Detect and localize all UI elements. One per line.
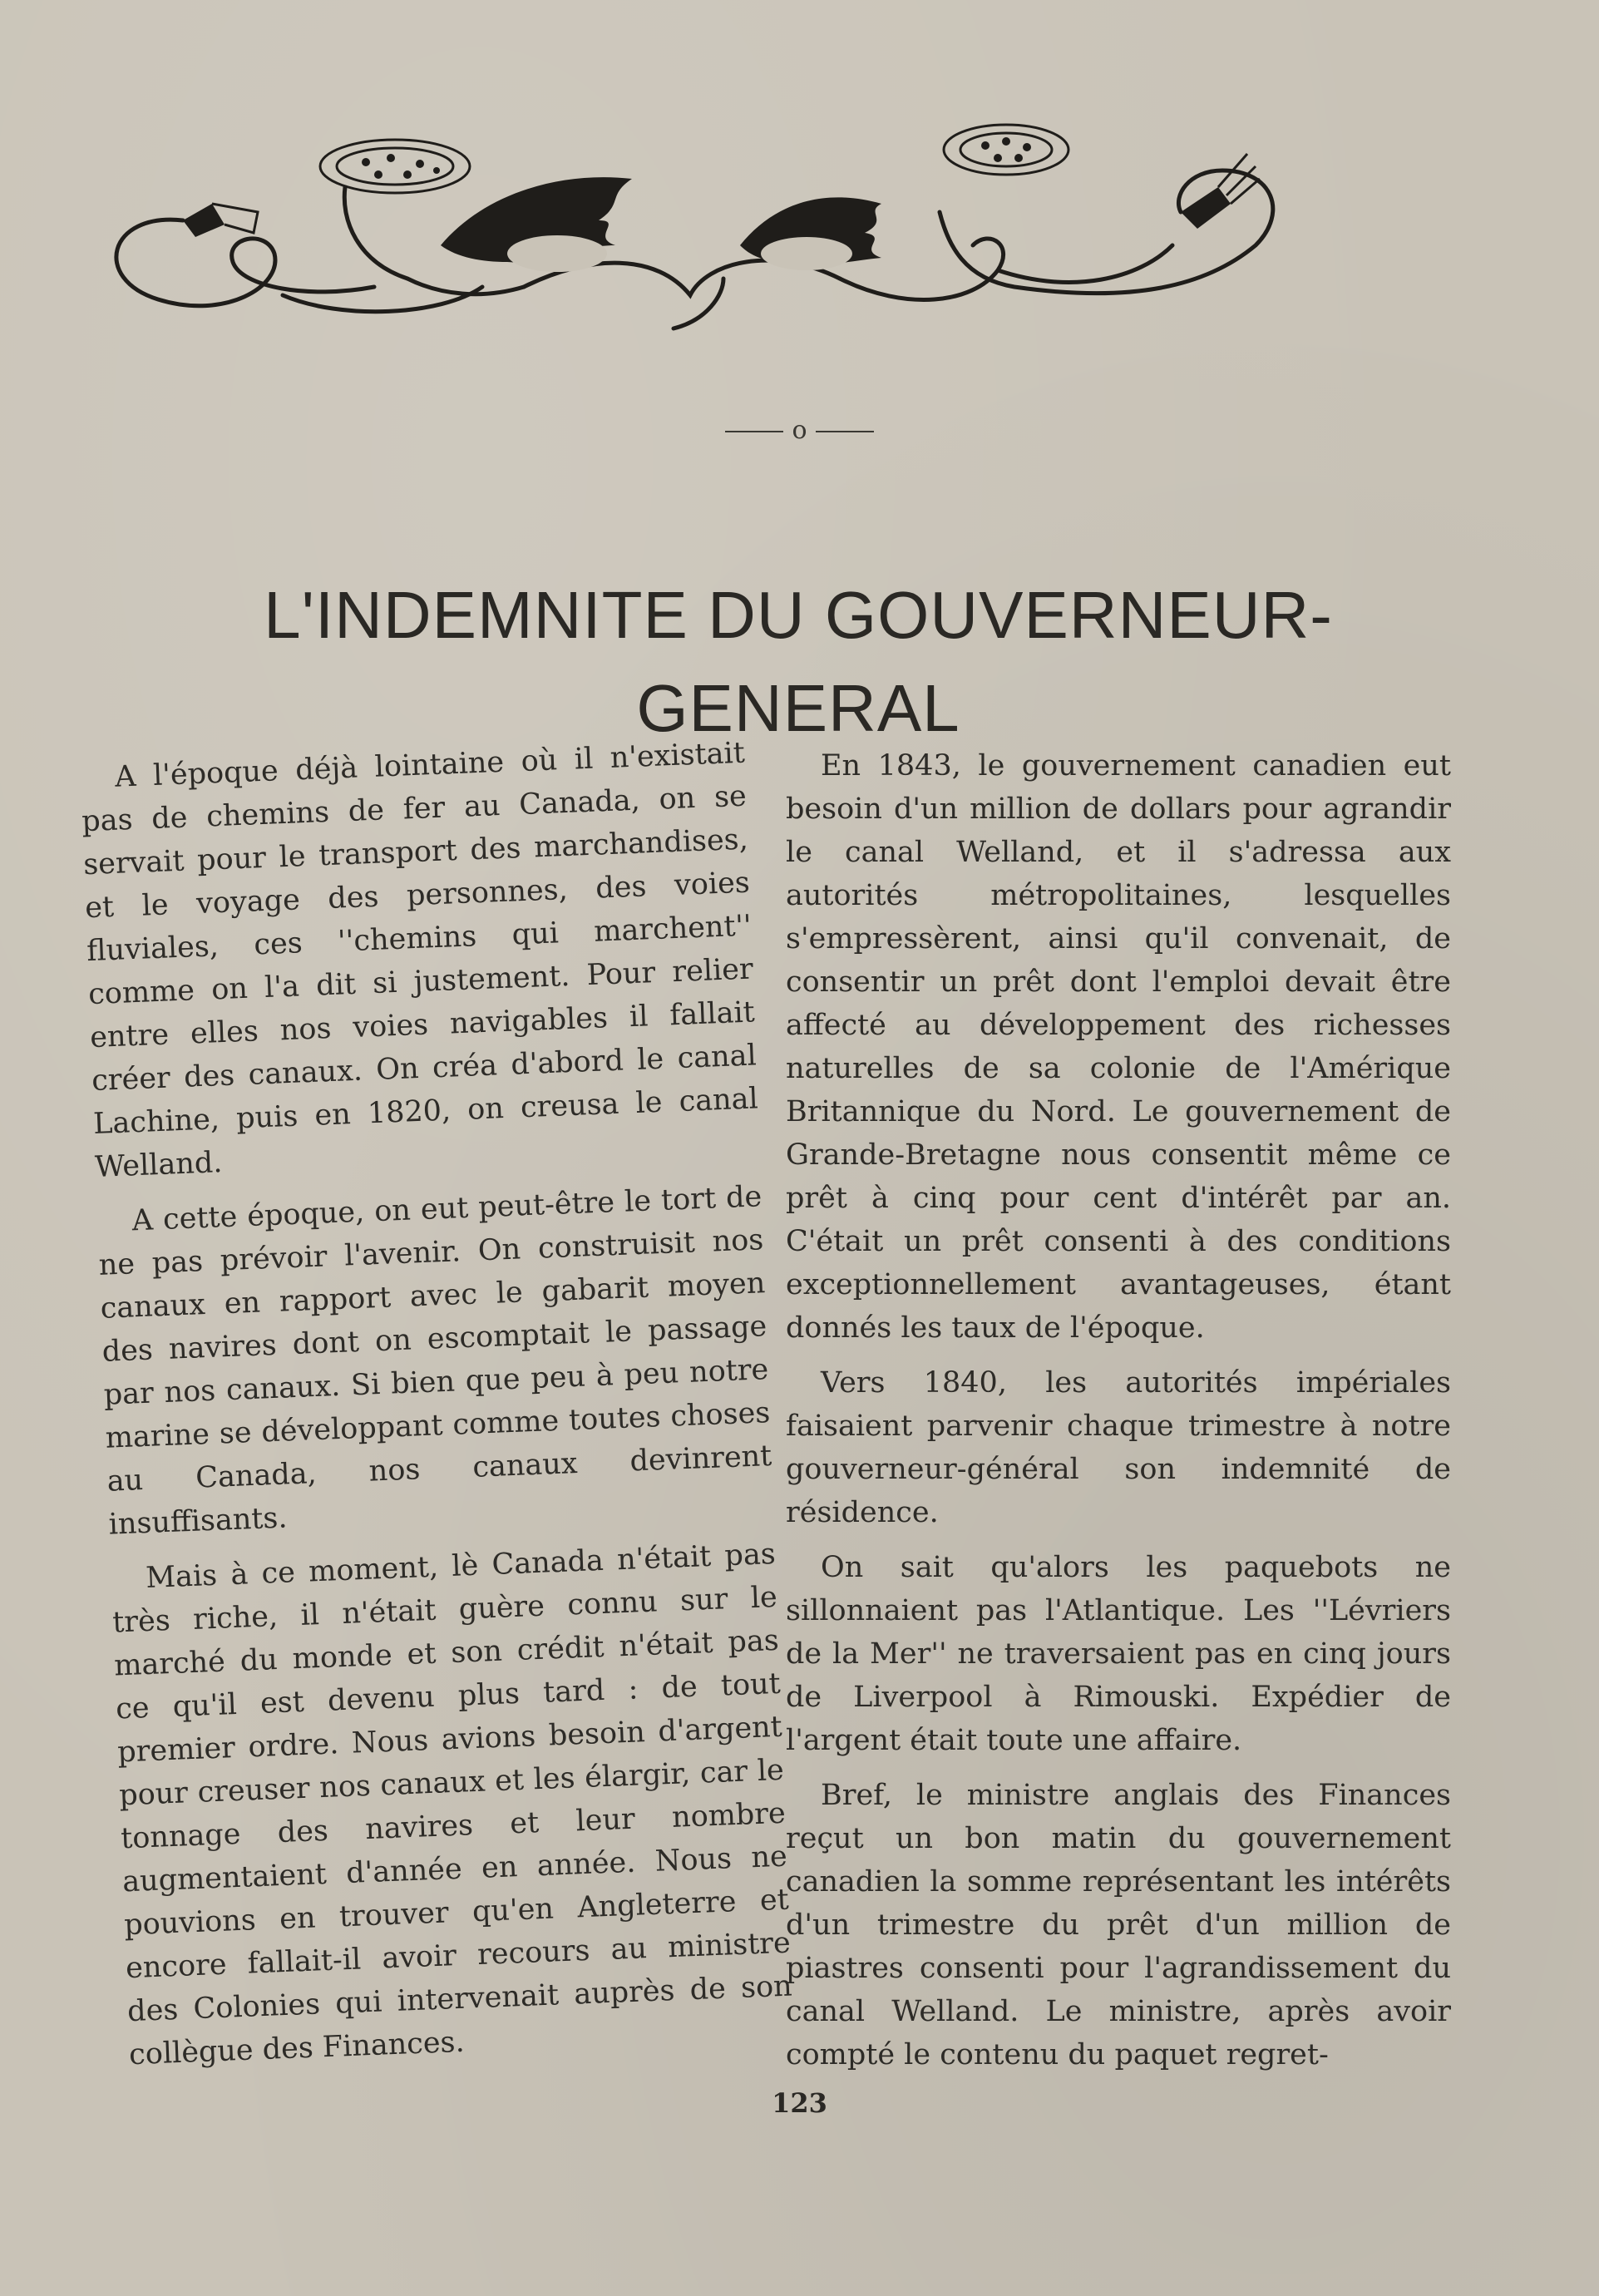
right-paragraph-2: Vers 1840, les autorités impériales faisaient parvenir chaque trimestre à notre gouverneur-général son indemnité de résidence.	[786, 1366, 1451, 1529]
divider-mark: o	[792, 416, 807, 445]
left-paragraph-1: A l'époque déjà lointaine où il n'existait pas de chemins de fer au Canada, on se servait pour le transport des marchandises, et le voyage des personnes, des voies fluviales, ces ''chemins qui marchent'' comme on l'a dit si justement. Pour relier entre elles nos voies navigables il fallait créer des canaux. On créa d'abord le canal Lachine, puis en 1820, on creusa le canal Welland.	[81, 736, 759, 1184]
floral-dandelion-ornament-icon	[91, 121, 1355, 337]
right-paragraph-3: On sait qu'alors les paquebots ne sillonnaient pas l'Atlantique. Les ''Lévriers de la Mer'' ne traversaient pas en cinq jours de Liverpool à Rimouski. Expédier de l'argent était toute une affaire.	[786, 1551, 1451, 1757]
right-paragraph-4: Bref, le ministre anglais des Finances reçut un bon matin du gouvernement canadien la somme représentant les intérêts d'un trimestre du prêt d'un million de piastres consenti pour l'agrandissement du canal Welland. Le ministre, après avoir compté le contenu du paquet regret-	[786, 1779, 1451, 2071]
divider-rule-right	[816, 431, 874, 432]
section-divider	[0, 416, 1599, 445]
article-title	[150, 569, 1447, 755]
article-title-line2: GENERAL	[636, 670, 960, 745]
page-number: 123	[772, 2087, 827, 2119]
left-paragraph-3: Mais à ce moment, lè Canada n'était pas très riche, il n'était guère connu sur le marché du monde et son crédit n'était pas ce qu'il est devenu plus tard : de tout premier ordre. Nous avions besoin d'argent pour creuser nos canaux et les élargir, car le tonnage des navires et leur nombre augmentaient d'année en année. Nous ne pouvions en trouver qu'en Angleterre et encore fallait-il avoir recours au ministre des Colonies qui intervenait auprès de son collègue des Finances.	[111, 1537, 793, 2072]
divider-rule-left	[725, 431, 783, 432]
right-paragraph-1: En 1843, le gouvernement canadien eut besoin d'un million de dollars pour agrandir le canal Welland, et il s'adressa aux autorités métropolitaines, lesquelles s'empressèrent, ainsi qu'il convenait, de consentir un prêt dont l'emploi devait être affecté au développement des richesses naturelles de sa colonie de l'Amérique Britannique du Nord. Le gouvernement de Grande-Bretagne nous consentit même ce prêt à cinq pour cent d'intérêt par an. C'était un prêt consenti à des conditions exceptionnellement avantageuses, étant donnés les taux de l'époque.	[786, 749, 1451, 1345]
article-title-line1: L'INDEMNITE DU GOUVERNEUR-	[264, 577, 1333, 652]
left-paragraph-2: A cette époque, on eut peut-être le tort de ne pas prévoir l'avenir. On construisit nos canaux en rapport avec le gabarit moyen des navires dont on escomptait le passage par nos canaux. Si bien que peu à peu notre marine se développant comme toutes choses au Canada, nos canaux devinrent insuffisants.	[98, 1180, 772, 1542]
left-column	[79, 732, 795, 2089]
right-column	[786, 744, 1451, 2088]
